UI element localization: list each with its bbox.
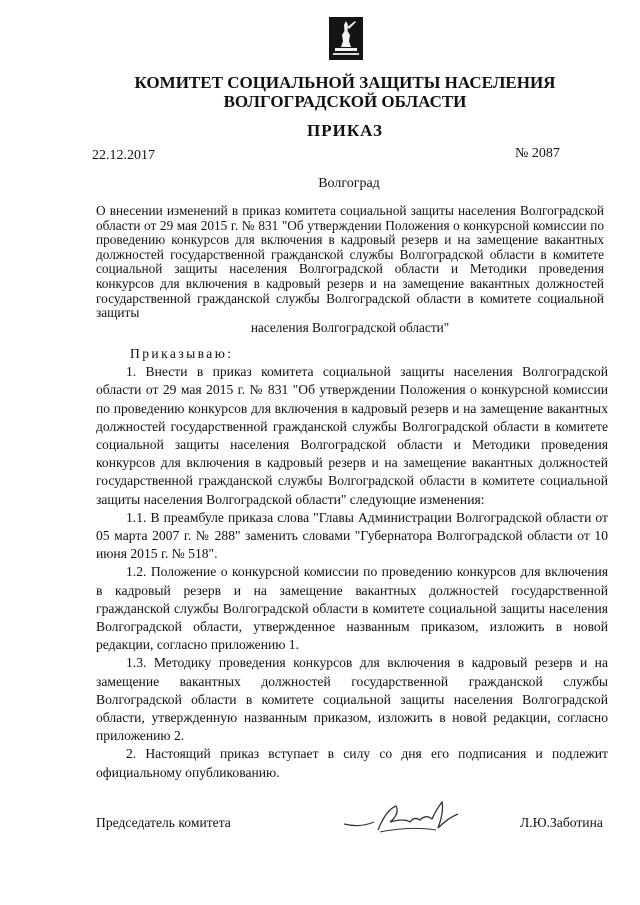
subject-last-line: населения Волгоградской области" bbox=[250, 319, 450, 335]
organization-name-line2: ВОЛГОГРАДСКОЙ ОБЛАСТИ bbox=[223, 92, 467, 111]
document-number: № 2087 bbox=[515, 146, 560, 161]
paragraph-1-2: 1.2. Положение о конкурсной комиссии по проведению конкурсов для включения в кадровый резерв и на замещение вакантных должностей государственной гражданской службы Волгоградской области в комитете социальной защиты населения Волгоградской области, утвержденное названным приказом, изложить в новой редакции, согласно приложению 1. bbox=[96, 564, 608, 653]
signatory-role: Председатель комитета bbox=[96, 815, 231, 830]
subject-text: О внесении изменений в приказ комитета социальной защиты населения Волгоградской области от 29 мая 2015 г. № 831 "Об утверждении Положения о конкурсной комиссии по проведению конкурсов для включения в кадровый резерв и на замещение вакантных должностей государственной гражданской службы Волгоградской области в комитете социальной защиты населения Волгоградской области и Методики проведения конкурсов для включения в кадровый резерв и на замещение вакантных должностей государственной гражданской службы Волгоградской области в комитете социальной защиты bbox=[96, 203, 604, 321]
volgograd-emblem-icon bbox=[329, 17, 363, 60]
order-lead: Приказываю: bbox=[130, 346, 234, 361]
paragraph-1-3: 1.3. Методику проведения конкурсов для включения в кадровый резерв и на замещение вакантных должностей государственной гражданской службы Волгоградской области в комитете социальной защиты населения Волгоградской области, утвержденную названным приказом, изложить в новой редакции, согласно приложению 2. bbox=[96, 655, 608, 744]
document-date: 22.12.2017 bbox=[92, 148, 155, 163]
document-body bbox=[96, 345, 608, 782]
handwritten-signature-icon bbox=[340, 792, 470, 847]
paragraph-2: 2. Настоящий приказ вступает в силу со дня его подписания и подлежит официальному опубликованию. bbox=[96, 746, 608, 780]
document-city: Волгоград bbox=[318, 176, 380, 191]
organization-name bbox=[100, 73, 590, 111]
document-subject bbox=[96, 204, 604, 335]
paragraph-1: 1. Внести в приказ комитета социальной защиты населения Волгоградской области от 29 мая 2015 г. № 831 "Об утверждении Положения о конкурсной комиссии по проведению конкурсов для включения в кадровый резерв и на замещение вакантных должностей государственной гражданской службы Волгоградской области в комитете социальной защиты населения Волгоградской области и Методики проведения конкурсов для включения в кадровый резерв и на замещение вакантных должностей государственной гражданской службы Волгоградской области в комитете социальной защиты населения Волгоградской области" следующие изменения: bbox=[96, 364, 608, 507]
organization-name-line1: КОМИТЕТ СОЦИАЛЬНОЙ ЗАЩИТЫ НАСЕЛЕНИЯ bbox=[134, 73, 556, 92]
paragraph-1-1: 1.1. В преамбуле приказа слова "Главы Администрации Волгоградской области от 05 марта 2007 г. № 288" заменить словами "Губернатора Волгоградской области от 10 июня 2015 г. № 518". bbox=[96, 509, 608, 562]
document-type: ПРИКАЗ bbox=[307, 121, 383, 140]
signatory-name: Л.Ю.Заботина bbox=[520, 815, 603, 830]
